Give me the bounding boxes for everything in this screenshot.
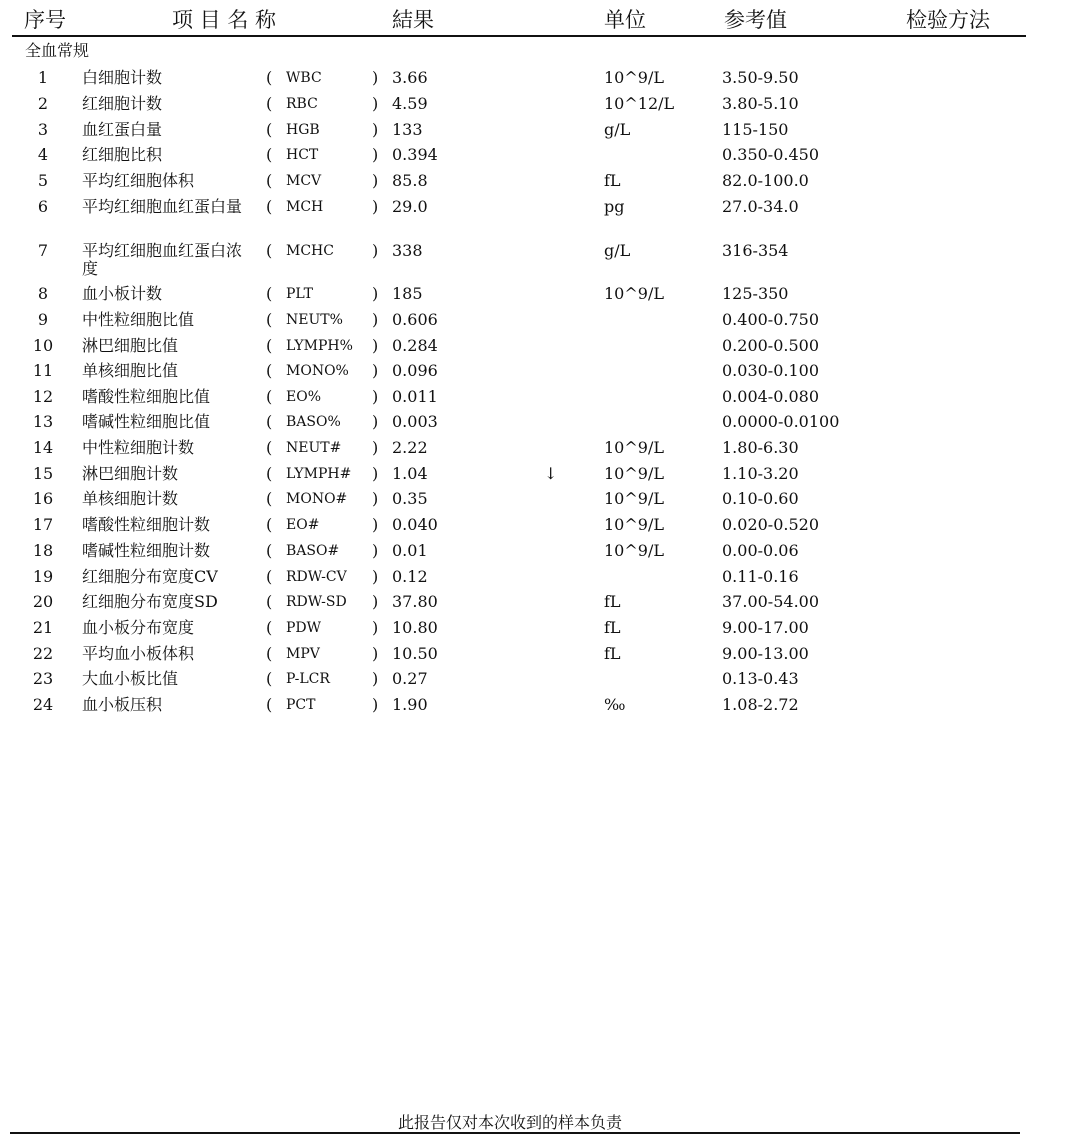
- left-paren: (: [266, 464, 273, 483]
- item-result: 0.011: [392, 387, 438, 406]
- left-paren: (: [266, 515, 273, 534]
- item-code: BASO#: [286, 543, 340, 559]
- item-reference: 1.80-6.30: [722, 438, 799, 457]
- item-number: 9: [37, 310, 49, 329]
- item-number: 19: [32, 567, 54, 586]
- section-title: 全血常规: [25, 41, 90, 60]
- header-result: 結果: [392, 8, 434, 32]
- item-reference: 9.00-17.00: [722, 618, 809, 637]
- right-paren: ): [372, 145, 379, 164]
- left-paren: (: [266, 94, 273, 113]
- item-result: 10.80: [392, 618, 438, 637]
- item-number: 16: [32, 489, 54, 508]
- item-name: 血红蛋白量: [82, 120, 163, 139]
- item-unit: 10^9/L: [604, 541, 664, 560]
- item-code: HCT: [286, 147, 319, 163]
- right-paren: ): [372, 489, 379, 508]
- item-result: 0.01: [392, 541, 428, 560]
- item-result: 0.003: [392, 412, 438, 431]
- item-code: MCV: [286, 173, 322, 189]
- item-unit: fL: [604, 618, 621, 637]
- item-code: BASO%: [286, 414, 341, 430]
- item-reference: 82.0-100.0: [722, 171, 809, 190]
- right-paren: ): [372, 171, 379, 190]
- table-header: [0, 0, 1080, 36]
- item-code: PLT: [286, 286, 313, 302]
- item-result: 1.90: [392, 695, 428, 714]
- item-result: 4.59: [392, 94, 428, 113]
- header-unit: 单位: [604, 8, 646, 32]
- item-number: 17: [32, 515, 54, 534]
- left-paren: (: [266, 310, 273, 329]
- item-code: MCHC: [286, 243, 334, 259]
- item-name: 平均红细胞体积: [82, 171, 195, 190]
- left-paren: (: [266, 541, 273, 560]
- item-name: 白细胞计数: [82, 68, 163, 87]
- result-flag: ↓: [544, 464, 558, 483]
- item-result: 0.096: [392, 361, 438, 380]
- left-paren: (: [266, 567, 273, 586]
- header-reference: 参考值: [724, 8, 787, 32]
- header-no: 序号: [24, 8, 66, 32]
- item-reference: 316-354: [722, 241, 789, 260]
- item-reference: 0.030-0.100: [722, 361, 820, 380]
- item-number: 18: [32, 541, 54, 560]
- item-number: 22: [32, 644, 54, 663]
- item-name: 平均红细胞血红蛋白浓度: [82, 241, 243, 278]
- item-unit: 10^9/L: [604, 464, 664, 483]
- item-reference: 1.08-2.72: [722, 695, 799, 714]
- item-code: EO%: [286, 389, 321, 405]
- item-unit: 10^9/L: [604, 489, 664, 508]
- left-paren: (: [266, 361, 273, 380]
- left-paren: (: [266, 387, 273, 406]
- header-divider: [12, 35, 1026, 37]
- item-number: 3: [37, 120, 49, 139]
- item-reference: 0.00-0.06: [722, 541, 799, 560]
- item-code: NEUT#: [286, 440, 342, 456]
- item-code: LYMPH%: [286, 338, 353, 354]
- right-paren: ): [372, 592, 379, 611]
- right-paren: ): [372, 284, 379, 303]
- left-paren: (: [266, 592, 273, 611]
- item-name: 平均血小板体积: [82, 644, 195, 663]
- item-number: 1: [37, 68, 49, 87]
- item-name: 红细胞分布宽度CV: [82, 567, 218, 586]
- left-paren: (: [266, 241, 273, 260]
- item-number: 14: [32, 438, 54, 457]
- right-paren: ): [372, 515, 379, 534]
- item-name: 大血小板比值: [82, 669, 179, 688]
- item-name: 单核细胞计数: [82, 489, 179, 508]
- item-number: 7: [37, 241, 49, 260]
- right-paren: ): [372, 541, 379, 560]
- item-number: 12: [32, 387, 54, 406]
- right-paren: ): [372, 644, 379, 663]
- item-unit: g/L: [604, 120, 631, 139]
- item-code: MONO%: [286, 363, 349, 379]
- right-paren: ): [372, 695, 379, 714]
- item-unit: fL: [604, 644, 621, 663]
- item-name: 嗜碱性粒细胞比值: [82, 412, 211, 431]
- right-paren: ): [372, 68, 379, 87]
- item-reference: 125-350: [722, 284, 789, 303]
- footer-divider: [10, 1132, 1020, 1134]
- header-name: 项 目 名 称: [172, 8, 277, 32]
- report-footer: [0, 1110, 1080, 1133]
- item-result: 133: [392, 120, 423, 139]
- right-paren: ): [372, 464, 379, 483]
- item-reference: 0.020-0.520: [722, 515, 820, 534]
- right-paren: ): [372, 310, 379, 329]
- item-unit: 10^9/L: [604, 515, 664, 534]
- item-code: HGB: [286, 122, 320, 138]
- item-number: 5: [37, 171, 49, 190]
- item-name: 嗜酸性粒细胞计数: [82, 515, 211, 534]
- left-paren: (: [266, 489, 273, 508]
- item-number: 10: [32, 336, 54, 355]
- item-result: 338: [392, 241, 423, 260]
- item-number: 21: [32, 618, 54, 637]
- item-number: 2: [37, 94, 49, 113]
- item-code: RBC: [286, 96, 318, 112]
- item-code: WBC: [286, 70, 322, 86]
- item-name: 嗜酸性粒细胞比值: [82, 387, 211, 406]
- right-paren: ): [372, 618, 379, 637]
- item-name: 红细胞分布宽度SD: [82, 592, 218, 611]
- right-paren: ): [372, 567, 379, 586]
- item-reference: 0.11-0.16: [722, 567, 799, 586]
- item-reference: 115-150: [722, 120, 789, 139]
- item-code: MCH: [286, 199, 324, 215]
- item-reference: 3.50-9.50: [722, 68, 799, 87]
- item-code: P-LCR: [286, 671, 330, 687]
- header-method: 检验方法: [906, 8, 990, 32]
- item-unit: 10^12/L: [604, 94, 675, 113]
- item-code: MPV: [286, 646, 320, 662]
- item-result: 0.040: [392, 515, 438, 534]
- item-name: 嗜碱性粒细胞计数: [82, 541, 211, 560]
- left-paren: (: [266, 120, 273, 139]
- item-reference: 27.0-34.0: [722, 197, 799, 216]
- item-reference: 3.80-5.10: [722, 94, 799, 113]
- left-paren: (: [266, 284, 273, 303]
- item-name: 血小板分布宽度: [82, 618, 195, 637]
- item-reference: 0.004-0.080: [722, 387, 820, 406]
- item-code: MONO#: [286, 491, 348, 507]
- left-paren: (: [266, 171, 273, 190]
- item-result: 0.394: [392, 145, 438, 164]
- item-number: 13: [32, 412, 54, 431]
- left-paren: (: [266, 695, 273, 714]
- item-result: 0.27: [392, 669, 428, 688]
- left-paren: (: [266, 68, 273, 87]
- left-paren: (: [266, 145, 273, 164]
- item-code: NEUT%: [286, 312, 343, 328]
- item-unit: 10^9/L: [604, 438, 664, 457]
- item-unit: g/L: [604, 241, 631, 260]
- item-result: 0.12: [392, 567, 428, 586]
- item-code: EO#: [286, 517, 320, 533]
- item-result: 0.35: [392, 489, 428, 508]
- item-code: PCT: [286, 697, 316, 713]
- left-paren: (: [266, 197, 273, 216]
- right-paren: ): [372, 669, 379, 688]
- item-code: RDW-SD: [286, 594, 347, 610]
- item-reference: 0.13-0.43: [722, 669, 799, 688]
- footer-note: 此报告仅对本次收到的样本负责: [397, 1113, 622, 1132]
- left-paren: (: [266, 412, 273, 431]
- right-paren: ): [372, 197, 379, 216]
- item-unit: 10^9/L: [604, 68, 664, 87]
- item-result: 185: [392, 284, 423, 303]
- item-name: 血小板压积: [82, 695, 163, 714]
- item-number: 11: [32, 361, 54, 380]
- item-result: 29.0: [392, 197, 428, 216]
- right-paren: ): [372, 412, 379, 431]
- left-paren: (: [266, 336, 273, 355]
- item-result: 2.22: [392, 438, 428, 457]
- item-number: 23: [32, 669, 54, 688]
- item-number: 6: [37, 197, 49, 216]
- left-paren: (: [266, 644, 273, 663]
- right-paren: ): [372, 120, 379, 139]
- item-code: LYMPH#: [286, 466, 352, 482]
- item-name: 淋巴细胞比值: [82, 336, 179, 355]
- right-paren: ): [372, 241, 379, 260]
- right-paren: ): [372, 361, 379, 380]
- item-result: 0.284: [392, 336, 438, 355]
- item-result: 10.50: [392, 644, 438, 663]
- item-name: 淋巴细胞计数: [82, 464, 179, 483]
- item-reference: 0.10-0.60: [722, 489, 799, 508]
- item-reference: 1.10-3.20: [722, 464, 799, 483]
- item-unit: fL: [604, 171, 621, 190]
- left-paren: (: [266, 669, 273, 688]
- left-paren: (: [266, 438, 273, 457]
- item-reference: 9.00-13.00: [722, 644, 809, 663]
- item-reference: 0.200-0.500: [722, 336, 820, 355]
- item-reference: 0.400-0.750: [722, 310, 820, 329]
- item-number: 8: [37, 284, 49, 303]
- item-number: 24: [32, 695, 54, 714]
- right-paren: ): [372, 438, 379, 457]
- item-code: PDW: [286, 620, 322, 636]
- item-code: RDW-CV: [286, 569, 347, 585]
- item-unit: fL: [604, 592, 621, 611]
- item-name: 红细胞计数: [82, 94, 163, 113]
- item-name: 单核细胞比值: [82, 361, 179, 380]
- item-result: 1.04: [392, 464, 428, 483]
- left-paren: (: [266, 618, 273, 637]
- item-reference: 0.0000-0.0100: [722, 412, 840, 431]
- item-result: 0.606: [392, 310, 438, 329]
- item-unit: 10^9/L: [604, 284, 664, 303]
- item-name: 平均红细胞血红蛋白量: [82, 197, 243, 216]
- item-name: 红细胞比积: [82, 145, 163, 164]
- item-name: 中性粒细胞比值: [82, 310, 195, 329]
- item-name: 中性粒细胞计数: [82, 438, 195, 457]
- item-number: 15: [32, 464, 54, 483]
- item-number: 4: [37, 145, 49, 164]
- right-paren: ): [372, 94, 379, 113]
- item-result: 3.66: [392, 68, 428, 87]
- item-reference: 0.350-0.450: [722, 145, 820, 164]
- item-reference: 37.00-54.00: [722, 592, 820, 611]
- item-result: 85.8: [392, 171, 428, 190]
- item-name: 血小板计数: [82, 284, 163, 303]
- item-number: 20: [32, 592, 54, 611]
- item-result: 37.80: [392, 592, 438, 611]
- item-unit: pg: [604, 197, 625, 216]
- item-unit: ‰: [604, 695, 626, 714]
- right-paren: ): [372, 336, 379, 355]
- right-paren: ): [372, 387, 379, 406]
